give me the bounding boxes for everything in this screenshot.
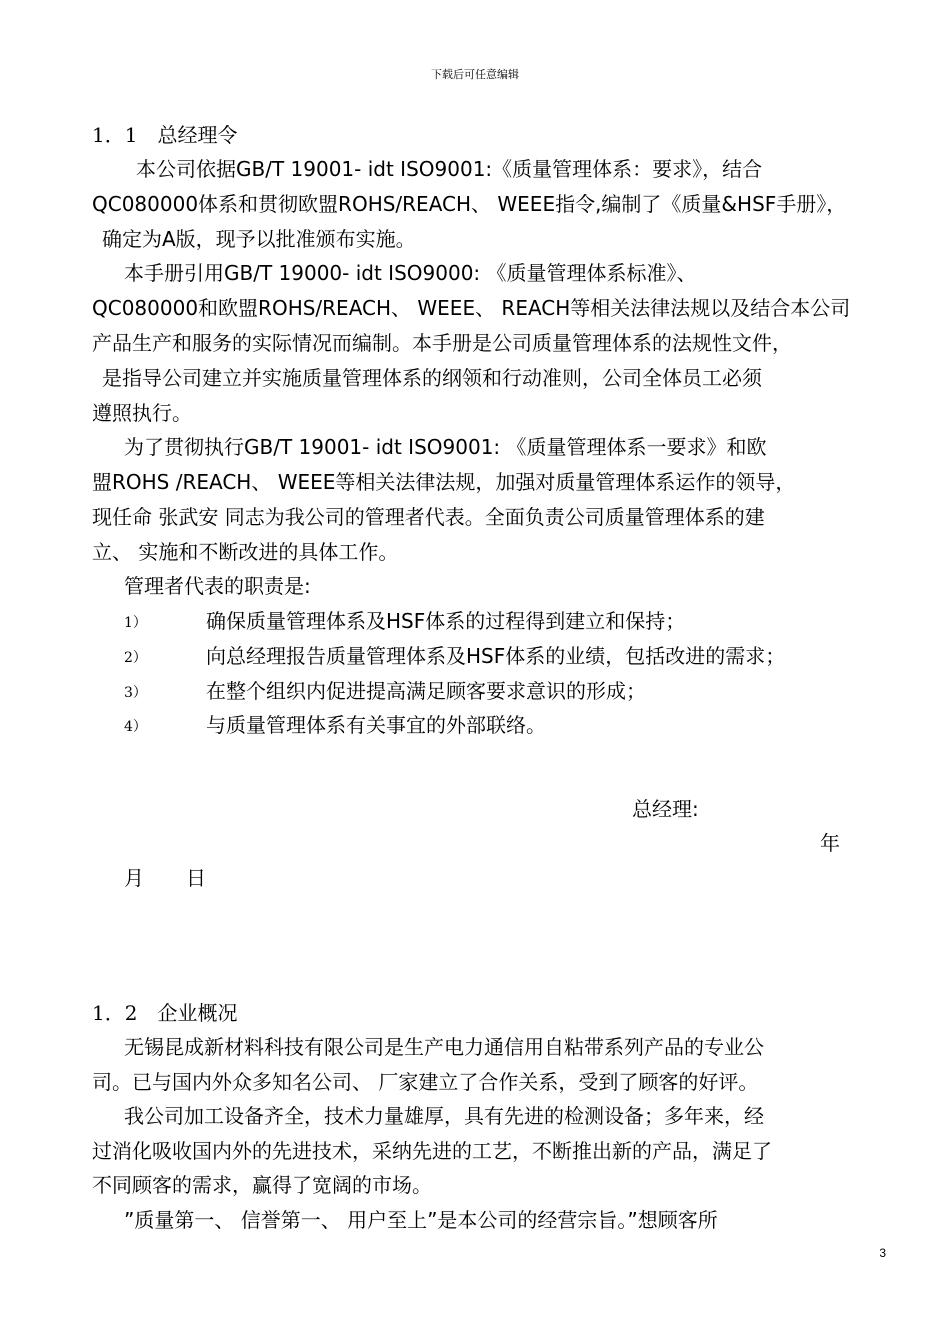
page-header: 下载后可任意编辑: [431, 68, 519, 81]
paragraph-line: QC080000体系和贯彻欧盟ROHS/REACH、 WEEE指令,编制了《质量&HSF手册》，: [92, 192, 847, 216]
duty-number: 3）: [124, 685, 147, 701]
paragraph-line: 产品生产和服务的实际情况而编制。本手册是公司质量管理体系的法规性文件，: [92, 331, 792, 355]
date-year: 年: [820, 831, 840, 855]
paragraph-line: 本公司依据GB/T 19001- idt ISO9001:《质量管理体系：要求》，结合: [136, 157, 763, 181]
page-number: 3: [879, 1246, 886, 1260]
paragraph-line: 本手册引用GB/T 19000- idt ISO9000: 《质量管理体系标准》、: [124, 261, 697, 285]
section-title-1-1: 1．1 总经理令: [92, 123, 238, 147]
duty-text: 在整个组织内促进提高满足顾客要求意识的形成；: [206, 679, 646, 703]
paragraph-line: 无锡昆成新材料科技有限公司是生产电力通信用自粘带系列产品的专业公: [124, 1035, 764, 1059]
paragraph-line: 为了贯彻执行GB/T 19001- idt ISO9001: 《质量管理体系一要求》和欧: [124, 435, 767, 459]
duties-intro: 管理者代表的职责是:: [124, 574, 311, 598]
section-title-1-2: 1．2 企业概况: [92, 1001, 238, 1025]
paragraph-line: 过消化吸收国内外的先进技术，采纳先进的工艺，不断推出新的产品，满足了: [92, 1139, 772, 1163]
paragraph-line: 不同顾客的需求，赢得了宽阔的市场。: [92, 1173, 432, 1197]
paragraph-line: ”质量第一、 信誉第一、 用户至上”是本公司的经营宗旨。”想顾客所: [124, 1208, 718, 1232]
paragraph-line: 司。已与国内外众多知名公司、 厂家建立了合作关系，受到了顾客的好评。: [92, 1070, 759, 1094]
duty-number: 2）: [124, 650, 147, 666]
paragraph-line: 盟ROHS /REACH、 WEEE等相关法律法规，加强对质量管理体系运作的领导，: [92, 470, 796, 494]
paragraph-line: 遵照执行。: [92, 401, 192, 425]
paragraph-line: 是指导公司建立并实施质量管理体系的纲领和行动准则，公司全体员工必须: [102, 366, 762, 390]
duty-text: 确保质量管理体系及HSF体系的过程得到建立和保持；: [206, 609, 686, 633]
date-day: 日: [186, 866, 206, 890]
paragraph-line: 我公司加工设备齐全，技术力量雄厚，具有先进的检测设备；多年来，经: [124, 1104, 764, 1128]
date-month: 月: [124, 866, 144, 890]
duty-number: 1）: [124, 615, 147, 631]
paragraph-line: QC080000和欧盟ROHS/REACH、 WEEE、 REACH等相关法律法规以及结合本公司: [92, 296, 851, 320]
paragraph-line: 现任命 张武安 同志为我公司的管理者代表。全面负责公司质量管理体系的建: [92, 505, 765, 529]
duty-number: 4）: [124, 719, 147, 735]
duty-text: 向总经理报告质量管理体系及HSF体系的业绩，包括改进的需求；: [206, 644, 786, 668]
paragraph-line: 立、 实施和不断改进的具体工作。: [92, 540, 399, 564]
signature-label: 总经理:: [632, 797, 699, 821]
duty-text: 与质量管理体系有关事宜的外部联络。: [206, 713, 546, 737]
paragraph-line: 确定为A版，现予以批准颁布实施。: [102, 227, 416, 251]
